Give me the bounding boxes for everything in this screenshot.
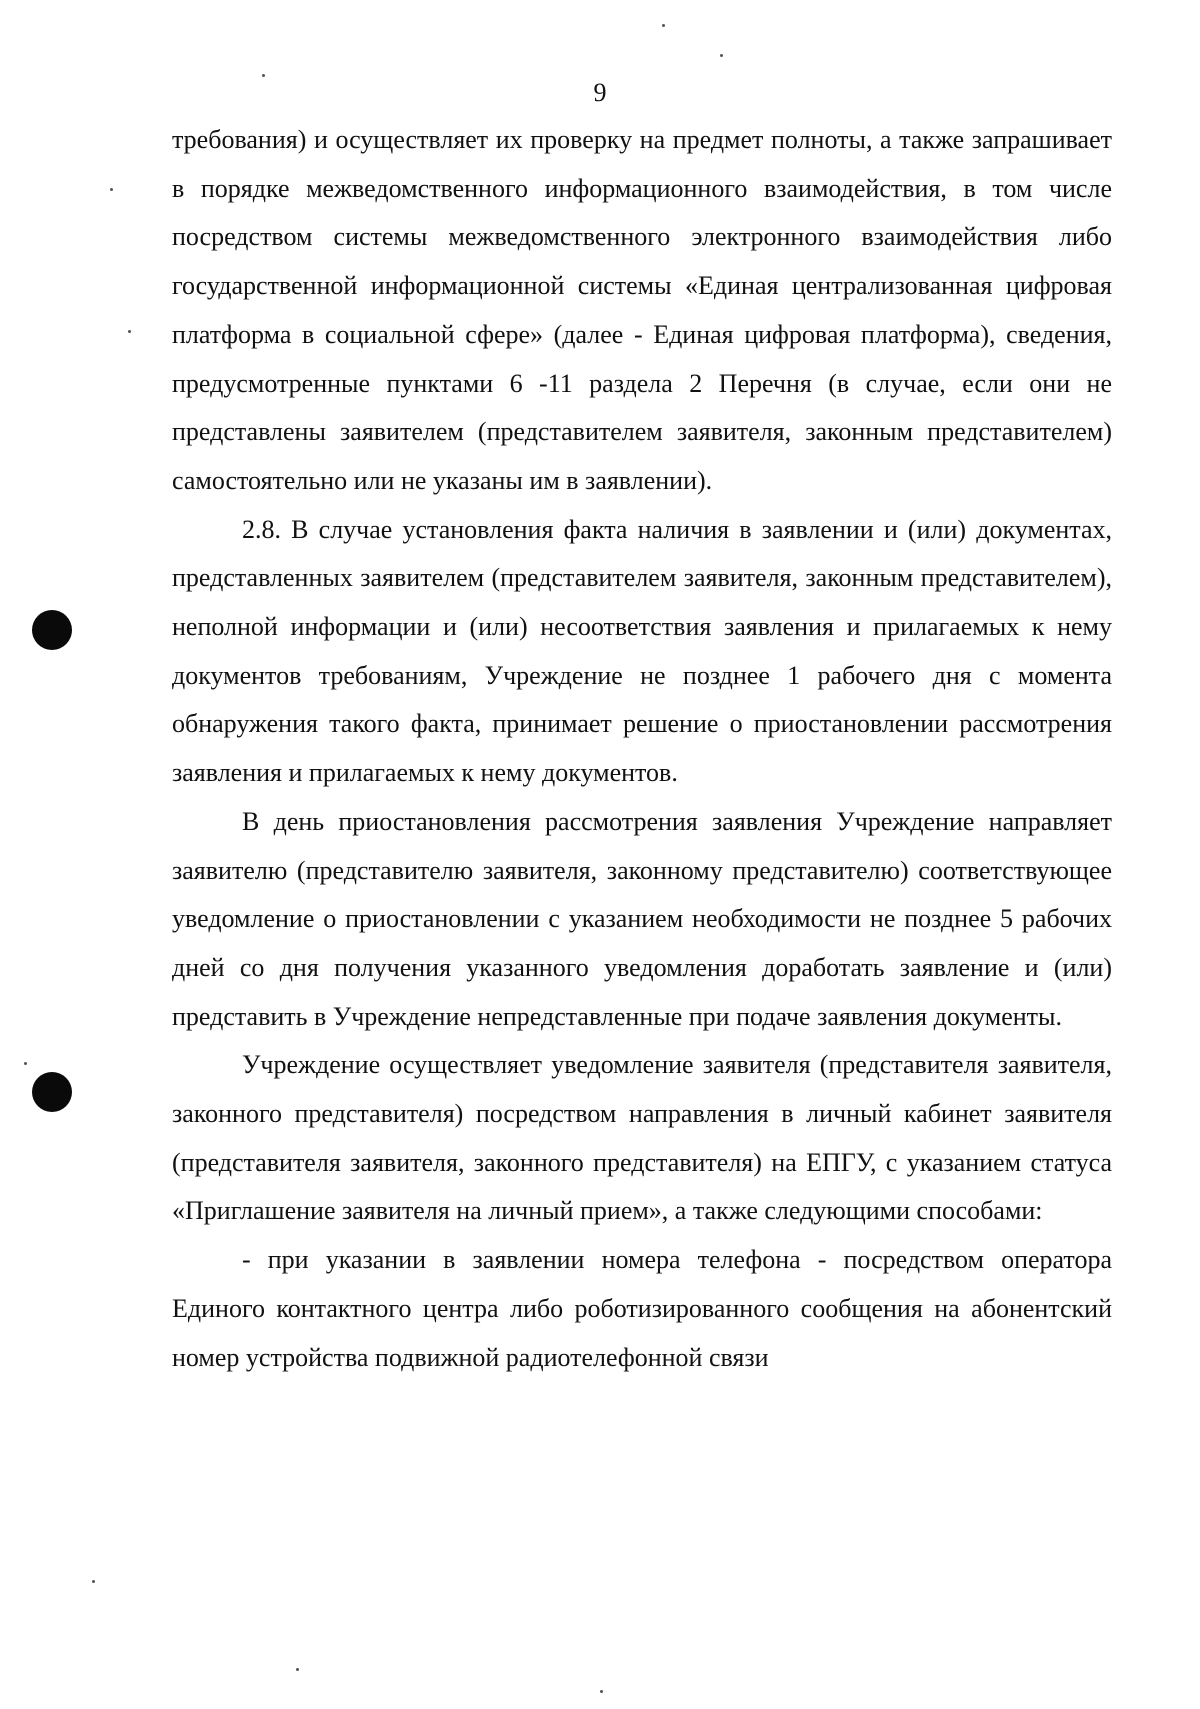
paragraph: 2.8. В случае установления факта наличия в заявлении и (или) документах, представленных заявителем (представителем заявителя, законным представителем), неполной информации и (или) несоответствия заявления и прилагаемых к нему документов требованиям, Учреждение не позднее 1 рабочего дня с момента обнаружения такого факта, принимает решение о приостановлении рассмотрения заявления и прилагаемых к нему документов. bbox=[172, 514, 1112, 788]
scan-speck bbox=[296, 1668, 299, 1671]
paragraph: - при указании в заявлении номера телефона - посредством оператора Единого контактного центра либо роботизированного сообщения на абонентский номер устройства подвижной радиотелефонной связи bbox=[172, 1245, 1112, 1372]
scan-speck bbox=[720, 54, 723, 57]
paragraph: требования) и осуществляет их проверку на предмет полноты, а также запрашивает в порядке межведомственного информационного взаимодействия, в том числе посредством системы межведомственного электронного взаимодействия либо государственной информационной системы «Единая централизованная цифровая платформа в социальной сфере» (далее - Единая цифровая платформа), сведения, предусмотренные пунктами 6 -11 раздела 2 Перечня (в случае, если они не представлены заявителем (представителем заявителя, законным представителем) самостоятельно или не указаны им в заявлении). bbox=[172, 125, 1112, 495]
scan-speck bbox=[110, 188, 113, 191]
paragraph: В день приостановления рассмотрения заявления Учреждение направляет заявителю (представителю заявителя, законному представителю) соответствующее уведомление о приостановлении с указанием необходимости не позднее 5 рабочих дней со дня получения указанного уведомления доработать заявление и (или) представить в Учреждение непредставленные при подаче заявления документы. bbox=[172, 806, 1112, 1031]
body-text bbox=[172, 116, 1112, 1382]
scan-speck bbox=[92, 1580, 95, 1583]
punch-hole-mark bbox=[32, 1072, 72, 1112]
scan-speck bbox=[24, 1062, 27, 1065]
paragraph: Учреждение осуществляет уведомление заявителя (представителя заявителя, законного представителя) посредством направления в личный кабинет заявителя (представителя заявителя, законного представителя) на ЕПГУ, с указанием статуса «Приглашение заявителя на личный прием», а также следующими способами: bbox=[172, 1050, 1112, 1226]
scan-speck bbox=[662, 24, 665, 27]
punch-hole-mark bbox=[32, 610, 72, 650]
page-number: 9 bbox=[593, 78, 607, 107]
scan-speck bbox=[128, 330, 131, 333]
scan-speck bbox=[600, 1690, 603, 1693]
